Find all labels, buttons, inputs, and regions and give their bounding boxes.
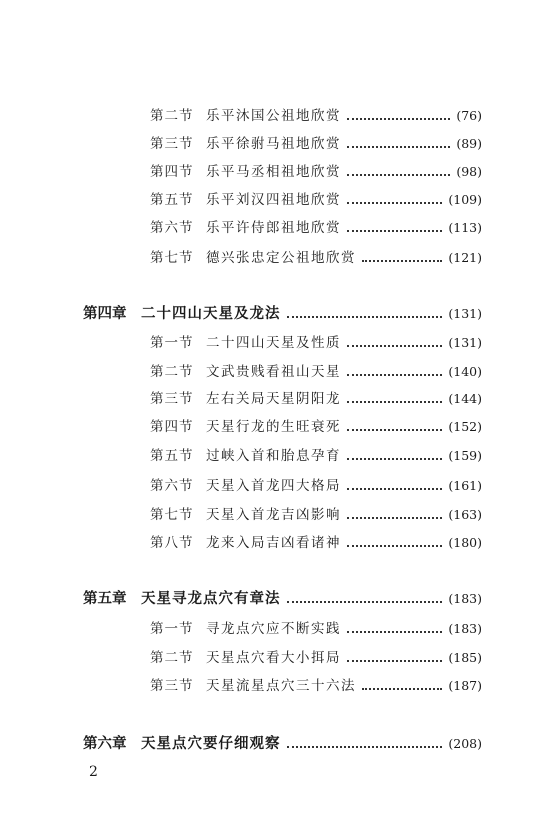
entry-page: (183) xyxy=(448,621,482,636)
dot-leader xyxy=(347,631,442,633)
chapter-number: 第五章 xyxy=(83,590,127,607)
toc-entry xyxy=(150,160,482,180)
entry-number: 第二节 xyxy=(150,650,194,666)
toc-chapter xyxy=(83,587,482,608)
entry-number: 第二节 xyxy=(150,364,194,380)
dot-leader xyxy=(347,429,442,431)
toc-entry xyxy=(150,132,482,152)
entry-page: (161) xyxy=(448,478,482,493)
toc-chapter xyxy=(83,732,482,753)
dot-leader xyxy=(347,660,442,662)
chapter-number: 第六章 xyxy=(83,735,127,752)
chapter-page: (131) xyxy=(448,306,482,321)
entry-number: 第七节 xyxy=(150,507,194,523)
entry-page: (185) xyxy=(448,650,482,665)
entry-number: 第五节 xyxy=(150,192,194,208)
entry-number: 第三节 xyxy=(150,391,194,407)
dot-leader xyxy=(362,260,442,262)
toc-entry xyxy=(150,531,482,551)
entry-title: 德兴张忠定公祖地欣赏 xyxy=(206,250,356,266)
entry-number: 第八节 xyxy=(150,535,194,551)
entry-page: (163) xyxy=(448,507,482,522)
entry-title: 二十四山天星及性质 xyxy=(206,335,341,351)
dot-leader xyxy=(287,601,443,603)
chapter-title: 二十四山天星及龙法 xyxy=(141,305,281,322)
chapter-title: 天星点穴要仔细观察 xyxy=(141,735,281,752)
dot-leader xyxy=(347,230,442,232)
entry-title: 天星流星点穴三十六法 xyxy=(206,678,356,694)
dot-leader xyxy=(347,174,450,176)
toc-entry xyxy=(150,474,482,494)
entry-number: 第三节 xyxy=(150,136,194,152)
entry-page: (144) xyxy=(448,391,482,406)
entry-title: 天星点穴看大小挕局 xyxy=(206,650,341,666)
toc-entry xyxy=(150,387,482,407)
dot-leader xyxy=(362,688,442,690)
dot-leader xyxy=(347,146,450,148)
entry-page: (121) xyxy=(448,250,482,265)
entry-page: (140) xyxy=(448,364,482,379)
entry-title: 天星行龙的生旺衰死 xyxy=(206,419,341,435)
toc-entry xyxy=(150,503,482,523)
toc-entry xyxy=(150,104,482,124)
toc-entry xyxy=(150,331,482,351)
toc-entry xyxy=(150,415,482,435)
dot-leader xyxy=(347,545,442,547)
entry-page: (98) xyxy=(456,164,482,179)
dot-leader xyxy=(347,488,442,490)
toc-entry xyxy=(150,646,482,666)
entry-title: 左右关局天星阴阳龙 xyxy=(206,391,341,407)
dot-leader xyxy=(347,345,442,347)
entry-number: 第一节 xyxy=(150,335,194,351)
entry-title: 天星入首龙吉凶影响 xyxy=(206,507,341,523)
entry-number: 第六节 xyxy=(150,220,194,236)
dot-leader xyxy=(347,517,442,519)
entry-title: 乐平沐国公祖地欣赏 xyxy=(206,108,341,124)
dot-leader xyxy=(347,401,442,403)
entry-number: 第七节 xyxy=(150,250,194,266)
chapter-page: (183) xyxy=(448,591,482,606)
entry-title: 天星入首龙四大格局 xyxy=(206,478,341,494)
entry-page: (180) xyxy=(448,535,482,550)
entry-title: 过峡入首和胎息孕育 xyxy=(206,448,341,464)
entry-number: 第一节 xyxy=(150,621,194,637)
chapter-page: (208) xyxy=(448,736,482,751)
entry-number: 第四节 xyxy=(150,419,194,435)
entry-page: (159) xyxy=(448,448,482,463)
entry-title: 寻龙点穴应不断实践 xyxy=(206,621,341,637)
entry-title: 文武贵贱看祖山天星 xyxy=(206,364,341,380)
entry-page: (89) xyxy=(456,136,482,151)
entry-page: (131) xyxy=(448,335,482,350)
dot-leader xyxy=(287,316,443,318)
dot-leader xyxy=(347,374,442,376)
entry-number: 第四节 xyxy=(150,164,194,180)
entry-number: 第六节 xyxy=(150,478,194,494)
entry-page: (109) xyxy=(448,192,482,207)
entry-title: 乐平许侍郎祖地欣赏 xyxy=(206,220,341,236)
dot-leader xyxy=(347,202,442,204)
entry-page: (187) xyxy=(448,678,482,693)
entry-title: 龙来入局吉凶看诸神 xyxy=(206,535,341,551)
chapter-title: 天星寻龙点穴有章法 xyxy=(141,590,281,607)
entry-title: 乐平徐驸马祖地欣赏 xyxy=(206,136,341,152)
toc-entry xyxy=(150,674,482,694)
page-number: 2 xyxy=(89,764,98,780)
entry-number: 第五节 xyxy=(150,448,194,464)
entry-page: (76) xyxy=(456,108,482,123)
toc-entry xyxy=(150,617,482,637)
toc-entry xyxy=(150,444,482,464)
toc-chapter xyxy=(83,302,482,323)
entry-title: 乐平刘汉四祖地欣赏 xyxy=(206,192,341,208)
dot-leader xyxy=(287,746,443,748)
toc-entry xyxy=(150,360,482,380)
entry-title: 乐平马丞相祖地欣赏 xyxy=(206,164,341,180)
entry-page: (152) xyxy=(448,419,482,434)
dot-leader xyxy=(347,118,450,120)
toc-entry xyxy=(150,216,482,236)
entry-page: (113) xyxy=(448,220,482,235)
chapter-number: 第四章 xyxy=(83,305,127,322)
entry-number: 第三节 xyxy=(150,678,194,694)
dot-leader xyxy=(347,458,442,460)
toc-entry xyxy=(150,246,482,266)
toc-entry xyxy=(150,188,482,208)
entry-number: 第二节 xyxy=(150,108,194,124)
